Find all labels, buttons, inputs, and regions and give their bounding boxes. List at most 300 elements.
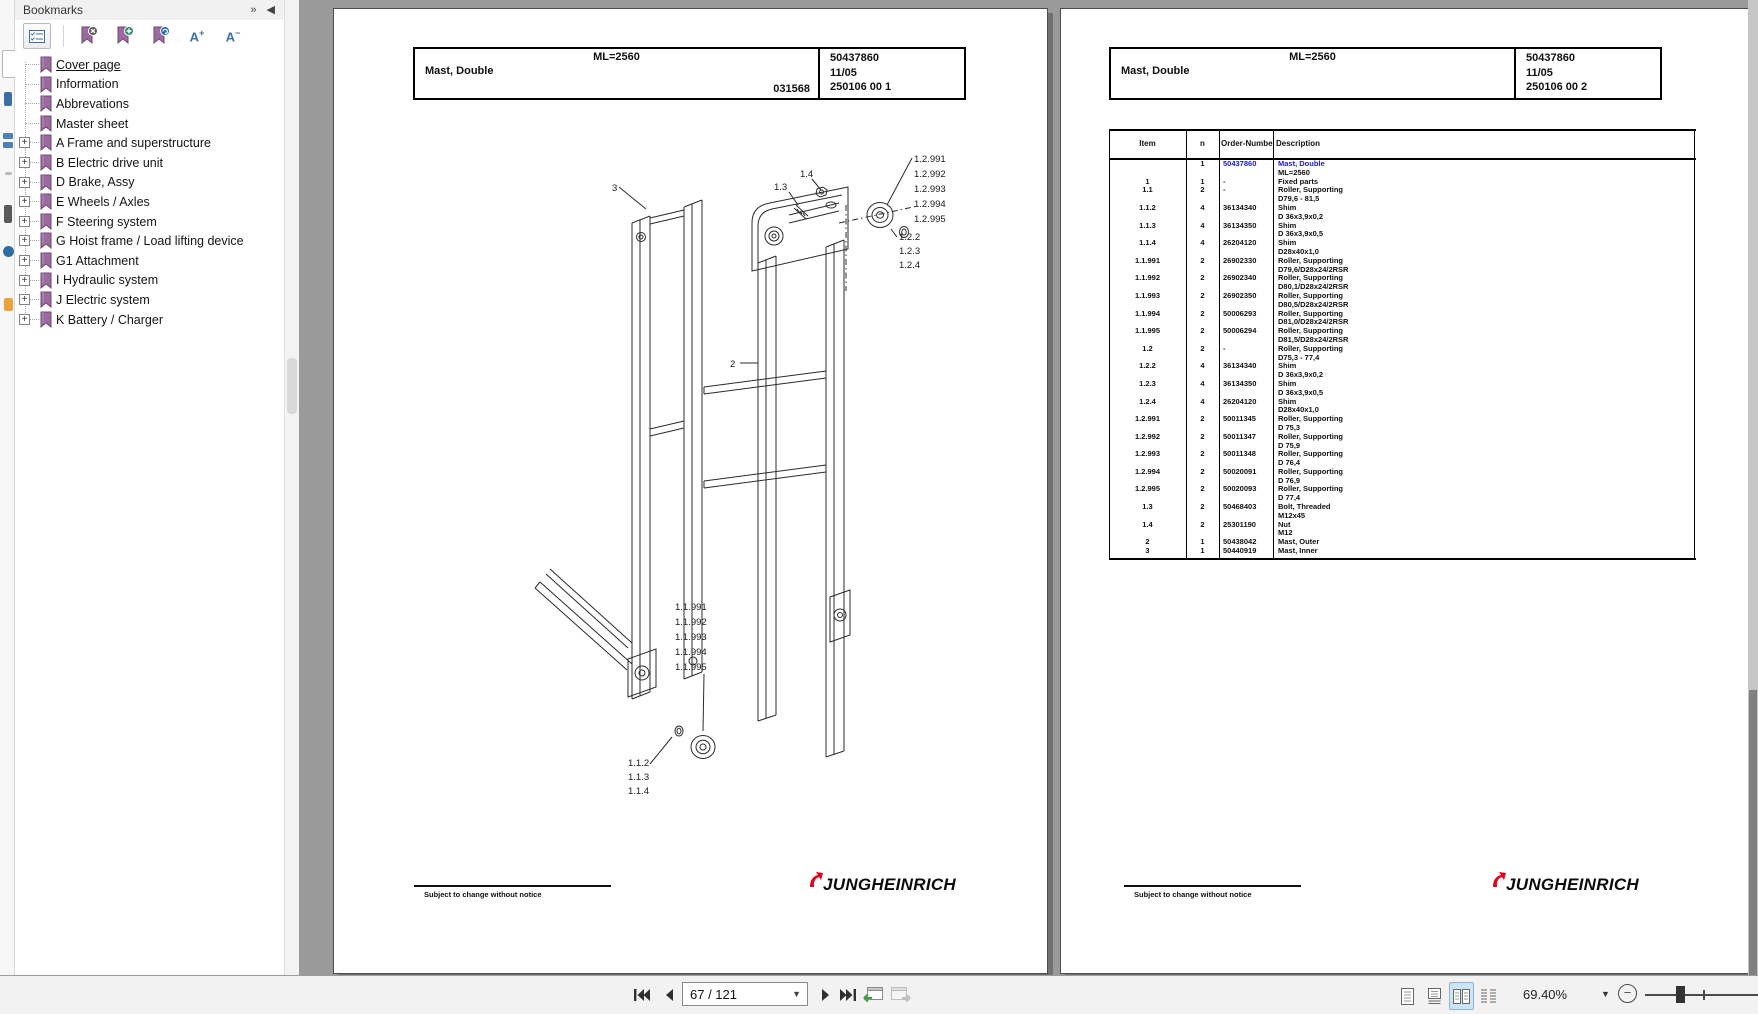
- cell-quantity: 2: [1200, 466, 1205, 476]
- callout-1-4: 1.4: [800, 169, 814, 180]
- cell-order-number: 36134350: [1223, 220, 1257, 230]
- description-spec: D 76,9: [1278, 475, 1301, 485]
- description-name: Nut: [1278, 519, 1291, 529]
- table-row: [1109, 274, 1696, 292]
- bookmark-icon: [39, 154, 53, 171]
- bookmarks-panel: [15, 0, 284, 975]
- cell-description: [1278, 468, 1696, 486]
- cell-item: 1.1.2: [1139, 202, 1156, 212]
- cell-description: [1278, 398, 1696, 416]
- bookmark-item[interactable]: [15, 212, 284, 232]
- table-row: [1109, 450, 1696, 468]
- cell-quantity: 4: [1200, 396, 1205, 406]
- bookmark-options-button[interactable]: [23, 23, 51, 49]
- description-spec: D75,3 - 77,4: [1278, 352, 1320, 362]
- bookmark-label: I Hydraulic system: [56, 273, 159, 288]
- bookmark-tasks-button[interactable]: [148, 24, 174, 48]
- signature-tab-icon[interactable]: [4, 298, 13, 311]
- description-spec: D79,6/D28x24/2RSR: [1278, 264, 1349, 274]
- cell-item: 1.2.995: [1134, 484, 1161, 494]
- callout-3: 3: [612, 183, 618, 194]
- last-page-icon: [839, 988, 857, 1002]
- issue-date: 11/05: [830, 66, 857, 79]
- cell-quantity: 4: [1200, 361, 1205, 371]
- callout-1-3: 1.3: [774, 182, 788, 193]
- zoom-slider-handle[interactable]: [1676, 986, 1685, 1003]
- expand-plus-icon[interactable]: +: [19, 235, 30, 246]
- callout-1-2-995: 1.2.995: [914, 214, 946, 225]
- callout-1-1-991: 1.1.991: [675, 602, 707, 613]
- description-name: Bolt, Threaded: [1278, 502, 1331, 512]
- cell-item: 1.2.992: [1134, 431, 1161, 441]
- increase-text-size-button[interactable]: A+: [189, 27, 205, 45]
- table-row: [1109, 433, 1696, 451]
- cell-quantity: 1: [1200, 546, 1205, 556]
- bookmark-icon: [39, 76, 53, 93]
- two-page-layout-button[interactable]: [1449, 982, 1474, 1010]
- tree-dots: [25, 84, 39, 85]
- col-header-description: Description: [1276, 139, 1321, 148]
- description-spec: D81,5/D28x24/2RSR: [1278, 334, 1349, 344]
- cell-item: 1.2.4: [1139, 396, 1156, 406]
- callout-2: 2: [730, 359, 736, 370]
- cell-description: [1278, 503, 1696, 521]
- bookmark-item[interactable]: [15, 251, 284, 271]
- first-page-icon: [633, 988, 651, 1002]
- cell-quantity: 4: [1200, 378, 1205, 388]
- cell-item: 1.1.991: [1134, 255, 1161, 265]
- cell-order-number: 26902350: [1223, 290, 1257, 300]
- expand-plus-icon[interactable]: +: [19, 314, 30, 325]
- bookmark-item[interactable]: [15, 75, 284, 95]
- add-bookmark-icon: [115, 26, 135, 46]
- checklist-icon: [29, 30, 45, 43]
- cell-order-number: 26902340: [1223, 273, 1257, 283]
- logo-arrow-icon: [808, 871, 824, 889]
- page-dropdown-caret-icon[interactable]: ▼: [792, 989, 801, 999]
- description-name: Shim: [1278, 361, 1297, 371]
- cell-item: 2: [1145, 537, 1150, 547]
- table-row: [1109, 398, 1696, 416]
- description-name: Shim: [1278, 220, 1297, 230]
- expand-plus-icon[interactable]: +: [19, 137, 30, 148]
- navigation-tab-strip[interactable]: [0, 0, 15, 975]
- cell-item: 1.2.994: [1134, 466, 1161, 476]
- attachments-tab-icon[interactable]: [4, 205, 12, 223]
- cell-quantity: 2: [1200, 290, 1205, 300]
- cell-item: 1.1.3: [1139, 220, 1156, 230]
- cell-order-number: 50006293: [1223, 308, 1257, 318]
- zoom-level-value[interactable]: 69.40%: [1523, 987, 1568, 1002]
- bookmark-item[interactable]: [15, 173, 284, 193]
- cell-description: [1278, 257, 1696, 275]
- layers-tab-icon[interactable]: [3, 133, 13, 139]
- bookmark-label: G Hoist frame / Load lifting device: [56, 234, 244, 249]
- page-number-input[interactable]: [682, 982, 808, 1006]
- document-page-right: [1060, 8, 1758, 974]
- bookmark-label: Cover page: [56, 57, 121, 72]
- cell-quantity: 2: [1200, 519, 1205, 529]
- cell-order-number: -: [1223, 343, 1226, 353]
- cell-order-number: 26204120: [1223, 396, 1257, 406]
- viewer-status-toolbar: [0, 975, 1758, 1014]
- cell-order-number: 26204120: [1223, 238, 1257, 248]
- bookmark-label: B Electric drive unit: [56, 155, 163, 170]
- description-name: Roller, Supporting: [1278, 273, 1343, 283]
- description-name: Shim: [1278, 238, 1297, 248]
- continuous-page-icon: [1427, 987, 1442, 1006]
- description-name: Fixed parts: [1278, 176, 1319, 186]
- title-block: [1109, 47, 1662, 100]
- parts-table-rows: [1109, 160, 1696, 556]
- page-number-value[interactable]: 67 / 121: [690, 986, 737, 1002]
- cell-order-number: 25301190: [1223, 519, 1256, 529]
- cell-order-number: 50468403: [1223, 502, 1257, 512]
- bookmark-icon: [39, 193, 53, 210]
- document-number: 250106 00 1: [830, 81, 892, 93]
- cell-item: 1.1.992: [1134, 273, 1161, 283]
- description-name: Roller, Supporting: [1278, 484, 1343, 494]
- delete-bookmark-icon: [79, 26, 99, 46]
- order-number: 50437860: [830, 52, 879, 64]
- cell-item: 1.1.993: [1134, 290, 1161, 300]
- cell-order-number: -: [1223, 176, 1226, 186]
- add-bookmark-button[interactable]: [112, 24, 138, 48]
- callout-1-1-2: 1.1.2: [628, 758, 650, 769]
- footer-note: Subject to change without notice: [1134, 890, 1252, 899]
- cell-quantity: 2: [1200, 343, 1205, 353]
- two-page-continuous-icon: [1479, 987, 1498, 1006]
- bookmark-icon: [39, 291, 53, 308]
- cell-item: 3: [1145, 546, 1150, 556]
- tree-dots: [25, 123, 39, 124]
- cell-description: [1278, 450, 1696, 468]
- cell-description: [1278, 239, 1696, 257]
- bookmark-icon: [39, 252, 53, 269]
- delete-bookmark-button[interactable]: [76, 24, 102, 48]
- cell-description: [1278, 415, 1696, 433]
- table-row: [1109, 310, 1696, 328]
- document-number: 250106 00 2: [1526, 81, 1588, 93]
- table-row: [1109, 222, 1696, 240]
- jungheinrich-logo: [1491, 875, 1639, 895]
- bookmarks-panel-title: Bookmarks: [23, 3, 84, 17]
- bookmark-label: K Battery / Charger: [56, 312, 163, 327]
- table-row: [1109, 345, 1696, 363]
- cell-order-number: 50011347: [1223, 431, 1256, 441]
- table-row: [1109, 186, 1696, 204]
- model-code: ML=2560: [593, 51, 640, 63]
- cell-item: 1.1.4: [1139, 238, 1156, 248]
- cell-order-number: 36134340: [1223, 202, 1257, 212]
- description-name: Roller, Supporting: [1278, 255, 1343, 265]
- next-view-button[interactable]: [889, 983, 911, 1007]
- bookmark-item[interactable]: [15, 290, 284, 310]
- description-spec: D80,1/D28x24/2RSR: [1278, 282, 1349, 292]
- bookmark-item[interactable]: [15, 153, 284, 173]
- document-page-left: [333, 8, 1048, 974]
- footer-rule: [414, 885, 611, 887]
- collapse-panel-icon[interactable]: ◀: [266, 4, 275, 16]
- cell-item: 1.4: [1142, 519, 1153, 529]
- logo-text: JUNGHEINRICH: [1506, 875, 1640, 894]
- sheet-number: 031568: [773, 83, 810, 95]
- first-page-button[interactable]: [631, 983, 653, 1007]
- bookmark-item[interactable]: [15, 310, 284, 330]
- description-name: Shim: [1278, 202, 1297, 212]
- cell-quantity: 4: [1200, 220, 1205, 230]
- bookmark-icon: [39, 56, 53, 73]
- cell-order-number: 36134340: [1223, 361, 1257, 371]
- cell-item: 1.2: [1142, 343, 1153, 353]
- cell-order-number: 50440919: [1223, 546, 1257, 556]
- cell-quantity: 1: [1200, 537, 1205, 547]
- description-name[interactable]: Mast, Double: [1278, 159, 1325, 168]
- footer-note: Subject to change without notice: [424, 890, 542, 899]
- bookmark-item[interactable]: [15, 55, 284, 75]
- bookmark-tasks-icon: [151, 26, 171, 46]
- bookmark-icon: [39, 311, 53, 328]
- description-spec: D81,0/D28x24/2RSR: [1278, 317, 1349, 327]
- continuous-layout-button[interactable]: [1422, 982, 1447, 1010]
- description-spec: D 75,9: [1278, 440, 1301, 450]
- single-page-icon: [1400, 987, 1415, 1006]
- cell-quantity: 4: [1200, 202, 1205, 212]
- cell-quantity: 2: [1200, 326, 1205, 336]
- table-row: [1109, 503, 1696, 521]
- description-name: Roller, Supporting: [1278, 185, 1343, 195]
- cell-quantity: 2: [1200, 255, 1205, 265]
- mast-exploded-diagram: [334, 9, 1049, 975]
- assembly-title: Mast, Double: [1121, 65, 1190, 77]
- cell-item: 1.1.994: [1134, 308, 1161, 318]
- bookmark-label: Master sheet: [56, 116, 129, 131]
- cell-item: 1.1.995: [1134, 326, 1161, 336]
- description-spec: D 77,4: [1278, 493, 1301, 503]
- last-page-button[interactable]: [837, 983, 859, 1007]
- single-page-layout-button[interactable]: [1395, 982, 1420, 1010]
- tree-dots: [25, 103, 39, 104]
- expand-plus-icon[interactable]: +: [19, 196, 30, 207]
- panel-menu-icon[interactable]: »: [250, 4, 257, 16]
- cell-quantity: 2: [1200, 185, 1205, 195]
- decrease-text-size-button[interactable]: A−: [225, 27, 241, 45]
- description-spec: D 36x3,9x0,5: [1278, 229, 1324, 239]
- cell-description: [1278, 521, 1696, 539]
- cell-item: 1.1: [1142, 185, 1153, 195]
- cell-item: 1.2.991: [1134, 414, 1161, 424]
- cell-description: [1278, 362, 1696, 380]
- cell-quantity: 1: [1200, 159, 1205, 168]
- bookmark-label: A Frame and superstructure: [56, 136, 211, 151]
- expand-plus-icon[interactable]: +: [19, 275, 30, 286]
- cell-quantity: 1: [1200, 176, 1205, 186]
- bookmark-icon: [39, 174, 53, 191]
- parts-table: [1109, 129, 1696, 560]
- callout-1-2-992: 1.2.992: [914, 169, 946, 180]
- callout-1-1-995: 1.1.995: [675, 662, 707, 673]
- two-page-continuous-layout-button[interactable]: [1476, 982, 1501, 1010]
- title-block-right-cell: [1516, 49, 1660, 98]
- next-page-button[interactable]: [815, 983, 837, 1007]
- bookmark-item[interactable]: [15, 94, 284, 114]
- cell-description: [1278, 327, 1696, 345]
- previous-view-icon: [863, 986, 884, 1004]
- previous-page-button[interactable]: [658, 983, 680, 1007]
- sidebar-scrollbar[interactable]: [284, 0, 299, 975]
- callout-1-1-3: 1.1.3: [628, 772, 650, 783]
- callout-1-1-993: 1.1.993: [675, 632, 707, 643]
- next-view-icon: [890, 986, 911, 1004]
- cell-quantity: 2: [1200, 502, 1205, 512]
- bookmark-label: Information: [56, 77, 119, 92]
- cell-description: [1278, 160, 1696, 178]
- description-spec: D28x40x1,0: [1278, 405, 1319, 415]
- bookmark-icon: [39, 213, 53, 230]
- cell-order-number[interactable]: 50437860: [1223, 159, 1257, 168]
- cell-order-number: 50011345: [1223, 414, 1256, 424]
- col-header-order-number: Order-Numbe: [1221, 139, 1273, 148]
- cell-quantity: 2: [1200, 273, 1205, 283]
- bookmark-label: J Electric system: [56, 292, 150, 307]
- bookmark-label: D Brake, Assy: [56, 175, 135, 190]
- description-name: Roller, Supporting: [1278, 290, 1343, 300]
- document-scrollbar-thumb[interactable]: [1749, 690, 1757, 975]
- cell-item: 1.2.3: [1139, 378, 1156, 388]
- cell-description: [1278, 485, 1696, 503]
- table-row: [1109, 178, 1696, 187]
- table-row: [1109, 547, 1696, 556]
- description-name: Roller, Supporting: [1278, 326, 1343, 336]
- cell-description: [1278, 538, 1696, 547]
- callout-1-2-3: 1.2.3: [899, 246, 921, 257]
- table-row: [1109, 292, 1696, 310]
- logo-text: JUNGHEINRICH: [823, 875, 957, 894]
- table-row: [1109, 327, 1696, 345]
- cell-description: [1278, 186, 1696, 204]
- expand-plus-icon[interactable]: +: [19, 216, 30, 227]
- cell-quantity: 2: [1200, 449, 1205, 459]
- description-spec: ML=2560: [1278, 167, 1310, 177]
- expand-plus-icon[interactable]: +: [19, 157, 30, 168]
- zoom-slider-track[interactable]: [1645, 994, 1758, 996]
- cell-description: [1278, 274, 1696, 292]
- assembly-title: Mast, Double: [425, 65, 494, 77]
- expand-plus-icon[interactable]: +: [19, 255, 30, 266]
- divider-fragment: [5, 172, 12, 175]
- jungheinrich-logo: [808, 875, 956, 895]
- bookmark-icon: [39, 115, 53, 132]
- table-row: [1109, 257, 1696, 275]
- cell-order-number: 50020091: [1223, 466, 1257, 476]
- description-name: Mast, Inner: [1278, 546, 1318, 556]
- bookmark-item[interactable]: [15, 271, 284, 291]
- previous-view-button[interactable]: [862, 983, 884, 1007]
- cell-item: 1.2.993: [1134, 449, 1161, 459]
- table-row: [1109, 415, 1696, 433]
- cell-order-number: 36134350: [1223, 378, 1257, 388]
- toolbar-separator: [63, 25, 64, 47]
- next-page-icon: [821, 988, 831, 1002]
- cell-quantity: 2: [1200, 414, 1205, 424]
- bookmark-item[interactable]: [15, 192, 284, 212]
- table-row: [1109, 380, 1696, 398]
- description-name: Roller, Supporting: [1278, 343, 1343, 353]
- table-row: [1109, 468, 1696, 486]
- cell-quantity: 2: [1200, 308, 1205, 318]
- col-header-item: Item: [1139, 139, 1156, 148]
- callout-1-2-4: 1.2.4: [899, 260, 921, 271]
- callout-1-2-994: 1.2.994: [914, 199, 946, 210]
- description-spec: D80,5/D28x24/2RSR: [1278, 299, 1349, 309]
- cell-item: 1.2.2: [1139, 361, 1156, 371]
- cell-order-number: 50438042: [1223, 537, 1257, 547]
- cell-quantity: 2: [1200, 431, 1205, 441]
- description-spec: D28x40x1,0: [1278, 246, 1319, 256]
- bookmarks-toolbar: [15, 20, 284, 52]
- description-name: Roller, Supporting: [1278, 431, 1343, 441]
- document-scrollbar[interactable]: [1748, 0, 1758, 975]
- logo-arrow-icon: [1491, 871, 1507, 889]
- col-header-n: n: [1200, 139, 1205, 148]
- callout-1-1-994: 1.1.994: [675, 647, 707, 658]
- description-spec: M12x45: [1278, 510, 1306, 520]
- table-row: [1109, 160, 1696, 178]
- cell-order-number: 26902330: [1223, 255, 1257, 265]
- bookmark-label: Abbrevations: [56, 96, 129, 111]
- issue-date: 11/05: [1526, 66, 1553, 79]
- footer-rule: [1124, 885, 1301, 887]
- description-spec: D 36x3,9x0,2: [1278, 370, 1324, 380]
- previous-page-icon: [664, 988, 674, 1002]
- zoom-out-button[interactable]: −: [1618, 984, 1637, 1003]
- bookmark-item[interactable]: [15, 114, 284, 134]
- description-name: Roller, Supporting: [1278, 449, 1343, 459]
- expand-plus-icon[interactable]: +: [19, 294, 30, 305]
- model-code: ML=2560: [1289, 51, 1336, 63]
- expand-plus-icon[interactable]: +: [19, 177, 30, 188]
- zoom-dropdown-caret-icon[interactable]: ▼: [1601, 989, 1610, 999]
- two-page-icon: [1452, 987, 1471, 1006]
- table-row: [1109, 204, 1696, 222]
- table-row: [1109, 521, 1696, 539]
- sidebar-scrollbar-thumb[interactable]: [287, 358, 297, 414]
- bookmark-item[interactable]: [15, 133, 284, 153]
- layers-tab-icon2[interactable]: [3, 142, 13, 148]
- bookmark-label: E Wheels / Axles: [56, 194, 150, 209]
- comments-tab-icon[interactable]: [3, 246, 14, 257]
- title-block-left-cell: [1111, 49, 1516, 98]
- description-name: Shim: [1278, 378, 1297, 388]
- bookmark-label: G1 Attachment: [56, 253, 139, 268]
- description-name: Shim: [1278, 396, 1297, 406]
- bookmark-icon: [39, 134, 53, 151]
- cell-description: [1278, 433, 1696, 451]
- cell-item: 1: [1145, 176, 1150, 186]
- description-spec: D 75,3: [1278, 422, 1301, 432]
- cell-description: [1278, 292, 1696, 310]
- cell-description: [1278, 204, 1696, 222]
- cell-description: [1278, 345, 1696, 363]
- cell-item: 1.3: [1142, 502, 1153, 512]
- cell-order-number: 50020093: [1223, 484, 1257, 494]
- pages-tab-icon[interactable]: [4, 92, 12, 106]
- description-spec: D 36x3,9x0,5: [1278, 387, 1324, 397]
- cell-description: [1278, 380, 1696, 398]
- bookmark-item[interactable]: [15, 231, 284, 251]
- table-row: [1109, 362, 1696, 380]
- cell-description: [1278, 547, 1696, 556]
